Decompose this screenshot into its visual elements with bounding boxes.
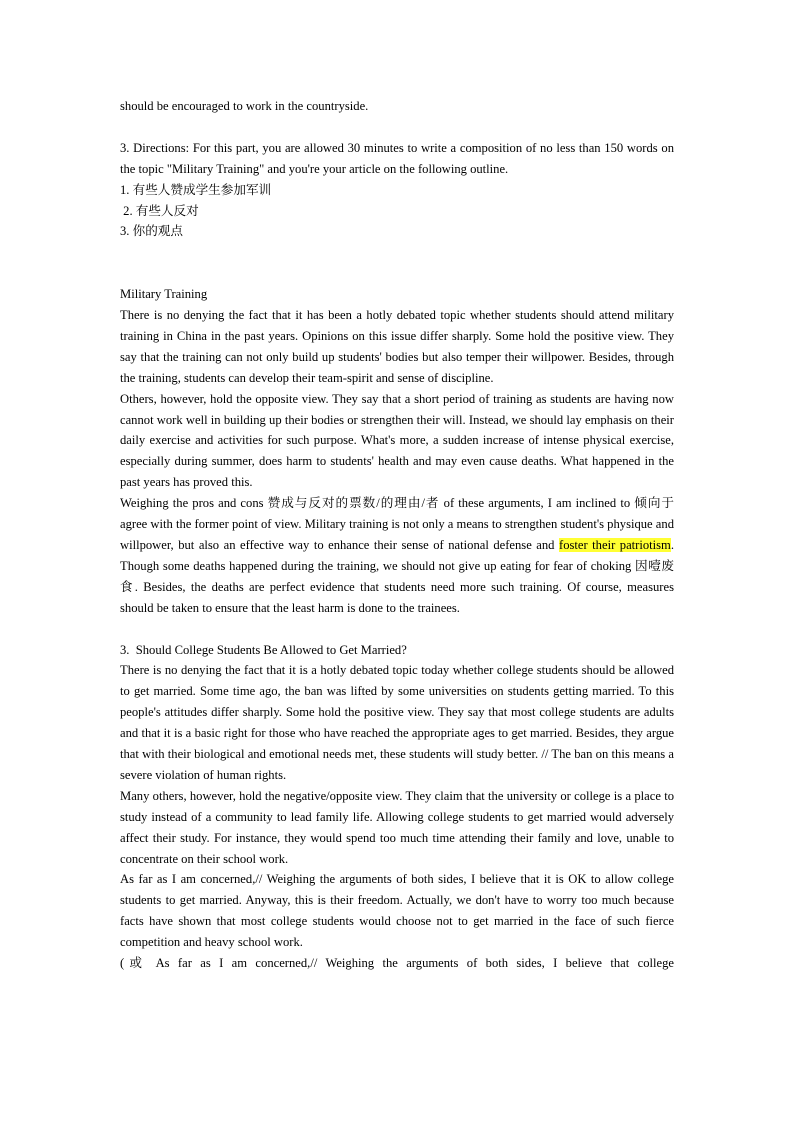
paragraph-text: . Though some deaths happened during the training, we should not give up eating for fear of choking 因噎废食. Besides, the deaths are perfect evidence that students need more such training. Of course, measures should be taken to ensure that the least harm is done to the trainees. — [120, 538, 674, 615]
document-page — [120, 96, 674, 974]
spacer — [120, 242, 674, 284]
highlighted-phrase: foster their patriotism — [559, 538, 671, 552]
essay-title: Military Training — [120, 287, 208, 302]
directions-text: 3. Directions: For this part, you are allowed 30 minutes to write a composition of no less than 150 words on the topic "Military Training" and you're your article on the following outline. — [120, 140, 674, 176]
essay-title: 3. Should College Students Be Allowed to Get Married? — [120, 642, 407, 657]
outline-item-1: 1. 有些人赞成学生参加军训 — [120, 182, 272, 197]
spacer — [120, 619, 674, 640]
outline-item-2: 2. 有些人反对 — [120, 203, 199, 218]
essay-paragraph: As far as I am concerned,// Weighing the arguments of both sides, I believe that it is OK to allow college students to get married. Anyway, this is their freedom. Actually, we don't have to worry too much because facts have shown that most college students would choose not to get married in the face of such fierce competition and heavy school work. — [120, 872, 674, 950]
outline-item-3: 3. 你的观点 — [120, 224, 183, 239]
essay-paragraph — [120, 493, 674, 618]
essay-paragraph: There is no denying the fact that it has been a hotly debated topic whether students should attend military training in China in the past years. Opinions on this issue differ sharply. Some hold the positive view. They say that the training can not only build up students' bodies but also temper their willpower. Besides, through the training, students can develop their team-spirit and sense of discipline. — [120, 308, 674, 385]
essay-paragraph: There is no denying the fact that it is a hotly debated topic today whether college students should be allowed to get married. Some time ago, the ban was lifted by some universities on students getting married. To this people's attitudes differ sharply. Some hold the positive view. They say that most college students are adults and that it is a basic right for those who have reached the appropriate ages to get married. Besides, they argue that with their biological and emotional needs met, these students will study better. // The ban on this means a severe violation of human rights. — [120, 663, 674, 782]
essay-paragraph: Many others, however, hold the negative/opposite view. They claim that the university or college is a place to study instead of a community to lead family life. Allowing college students to get married would adversely affect their study. For instance, they would spend too much time attending their family and love, unable to concentrate on their school work. — [120, 788, 674, 866]
essay-paragraph: (或 As far as I am concerned,// Weighing the arguments of both sides, I believe that college — [120, 956, 674, 971]
paragraph-text: Weighing the pros and cons 赞成与反对的票数/的理由/者 of these arguments, I am inclined to 倾向于 agree with the former point of view. Military training is not only a means to strengthen student's physique and willpower, but also an effective way to enhance their sense of national defense and — [120, 496, 674, 552]
essay-paragraph: Others, however, hold the opposite view. They say that a short period of training as students are having now cannot work well in building up their bodies or strengthen their will. Instead, we should lay emphasis on their daily exercise and activities for such purpose. What's more, a sudden increase of intense physical exercise, especially during summer, does harm to students' health and may even cause deaths. What happened in the past years has proved this. — [120, 391, 674, 490]
continuation-line: should be encouraged to work in the countryside. — [120, 99, 369, 113]
spacer — [120, 117, 674, 138]
